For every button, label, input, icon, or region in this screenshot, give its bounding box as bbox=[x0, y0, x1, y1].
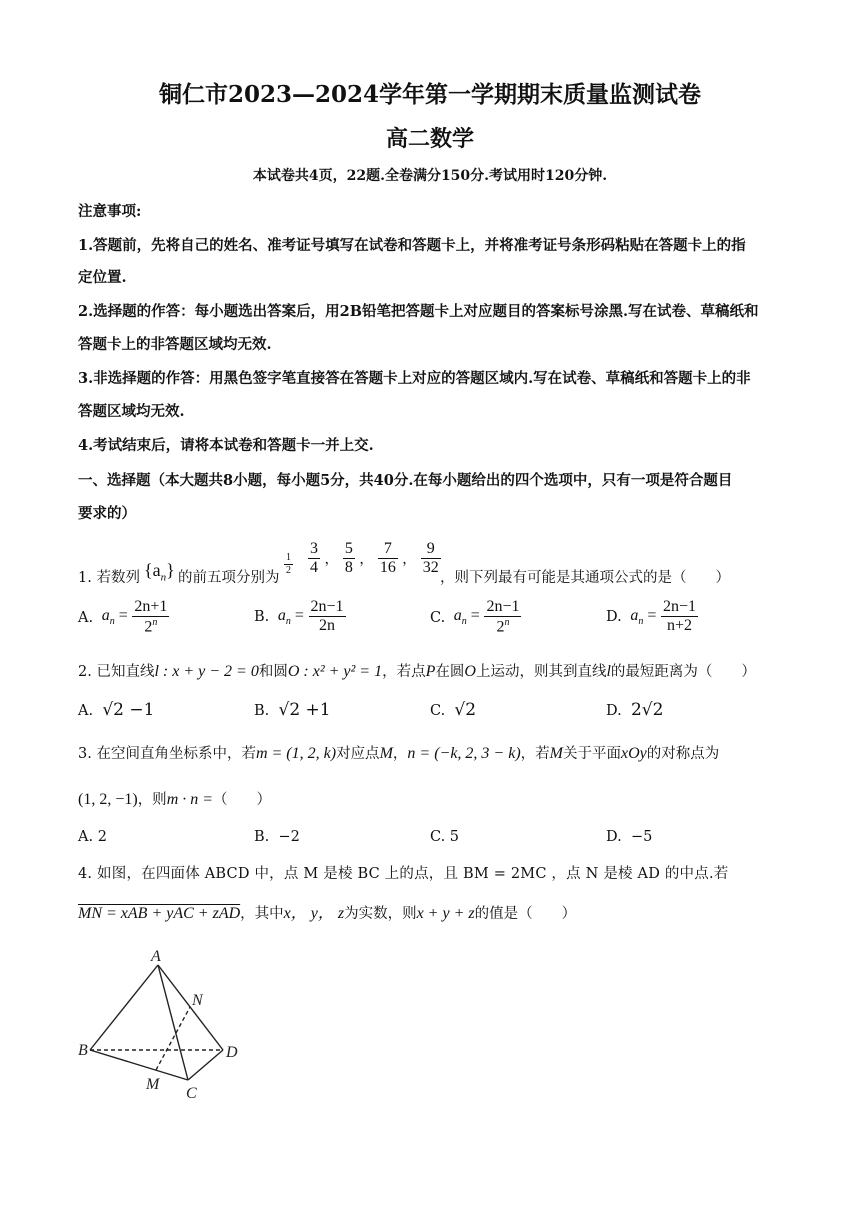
q3-stem-line2: (1, 2, −1)，则m · n =（ ） bbox=[78, 791, 272, 808]
q4-stem-line1: 4. 如图，在四面体 ABCD 中，点 M 是棱 BC 上的点，且 BM = 2MC ，点 N 是棱 AD 的中点.若 bbox=[78, 866, 729, 882]
section-heading: 一、选择题（本大题共8小题，每小题5分，共40分.在每小题给出的四个选项中，只有一项是符合题目 bbox=[78, 472, 733, 489]
edge-cd bbox=[188, 1050, 223, 1080]
section-heading-cont: 要求的） bbox=[78, 505, 136, 522]
q2-option-d[interactable]: D. 2√2 bbox=[606, 700, 664, 720]
tetrahedron-figure bbox=[78, 945, 258, 1105]
notes-heading: 注意事项: bbox=[78, 203, 142, 220]
q1-suffix: ，则下列最有可能是其通项公式的是（ ） bbox=[440, 570, 730, 586]
vertex-label-d: D bbox=[226, 1044, 238, 1061]
q3-stem-line1: 3. 在空间直角坐标系中，若m = (1, 2, k)对应点M，n = (−k, 2, 3 − k)，若M关于平面xOy的对称点为 bbox=[78, 745, 720, 762]
point-label-n: N bbox=[192, 992, 203, 1009]
note-line: 答题卡上的非答题区域均无效. bbox=[78, 336, 272, 353]
q2-stem: 2. 已知直线l : x + y − 2 = 0和圆O : x² + y² = 1，若点P在圆O上运动，则其到直线l的最短距离为（ ） bbox=[78, 663, 756, 680]
note-line: 1.答题前，先将自己的姓名、准考证号填写在试卷和答题卡上，并将准考证号条形码粘贴在答题卡上的指 bbox=[78, 237, 746, 254]
q1-option-d[interactable]: D. $a_n$ = $\frac{2n-1}{n+2}$ bbox=[606, 598, 696, 635]
vertex-label-c: C bbox=[186, 1085, 197, 1102]
segment-mn bbox=[156, 1007, 190, 1070]
q1-prefix: 1. 若数列 bbox=[78, 570, 140, 586]
q2-option-c[interactable]: C. √2 bbox=[430, 700, 477, 720]
q2-option-a[interactable]: A. √2 −1 bbox=[78, 700, 155, 720]
q1-option-b[interactable]: B. $a_n$ = $\frac{2n-1}{2n}$ bbox=[254, 598, 344, 635]
exam-title: 铜仁市2023—2024学年第一学期期末质量监测试卷 bbox=[158, 81, 702, 108]
q3-option-a[interactable]: A. 2 bbox=[78, 829, 107, 845]
exam-subtitle: 高二数学 bbox=[385, 126, 474, 152]
q4-stem-line2: MN = xAB + yAC + zAD，其中x， y， z为实数，则x + y + z的值是（ ） bbox=[78, 905, 577, 922]
vertex-label-b: B bbox=[78, 1042, 88, 1059]
point-label-m: M bbox=[146, 1076, 160, 1093]
q1-sequence: $\{a_n\}$ bbox=[144, 560, 175, 584]
note-line: 2.选择题的作答：每小题选出答案后，用2B铅笔把答题卡上对应题目的答案标号涂黑.写在试卷、草稿纸和 bbox=[78, 303, 759, 320]
q1-term-1: $\frac{1}{2}$ bbox=[286, 552, 291, 576]
q1-option-a[interactable]: A. $a_n$ = $\frac{2n+1}{2^n}$ bbox=[78, 598, 168, 636]
q2-option-b[interactable]: B. √2 +1 bbox=[254, 700, 331, 720]
q1-option-c[interactable]: C. $a_n$ = $\frac{2n-1}{2^n}$ bbox=[430, 598, 520, 636]
edge-ab bbox=[90, 965, 158, 1050]
q3-option-d[interactable]: D. −5 bbox=[606, 829, 653, 845]
q3-option-b[interactable]: B. −2 bbox=[254, 829, 300, 845]
edge-bc bbox=[90, 1050, 188, 1080]
edge-ac bbox=[158, 965, 188, 1080]
q1-terms: $\frac{3}{4}$ ， $\frac{5}{8}$ ， $\frac{7}{16}$ ， $\frac{9}{32}$ bbox=[310, 540, 439, 577]
note-line: 4.考试结束后，请将本试卷和答题卡一并上交. bbox=[78, 437, 374, 454]
vertex-label-a: A bbox=[151, 948, 161, 965]
note-line: 答题区域均无效. bbox=[78, 403, 185, 420]
q3-option-c[interactable]: C. 5 bbox=[430, 829, 460, 845]
exam-intro: 本试卷共4页，22题.全卷满分150分.考试用时120分钟. bbox=[252, 168, 608, 184]
note-line: 3.非选择题的作答：用黑色签字笔直接答在答题卡上对应的答题区域内.写在试卷、草稿纸和答题卡上的非 bbox=[78, 370, 751, 387]
q1-middle: 的前五项分别为 bbox=[178, 570, 280, 586]
note-line: 定位置. bbox=[78, 269, 127, 286]
